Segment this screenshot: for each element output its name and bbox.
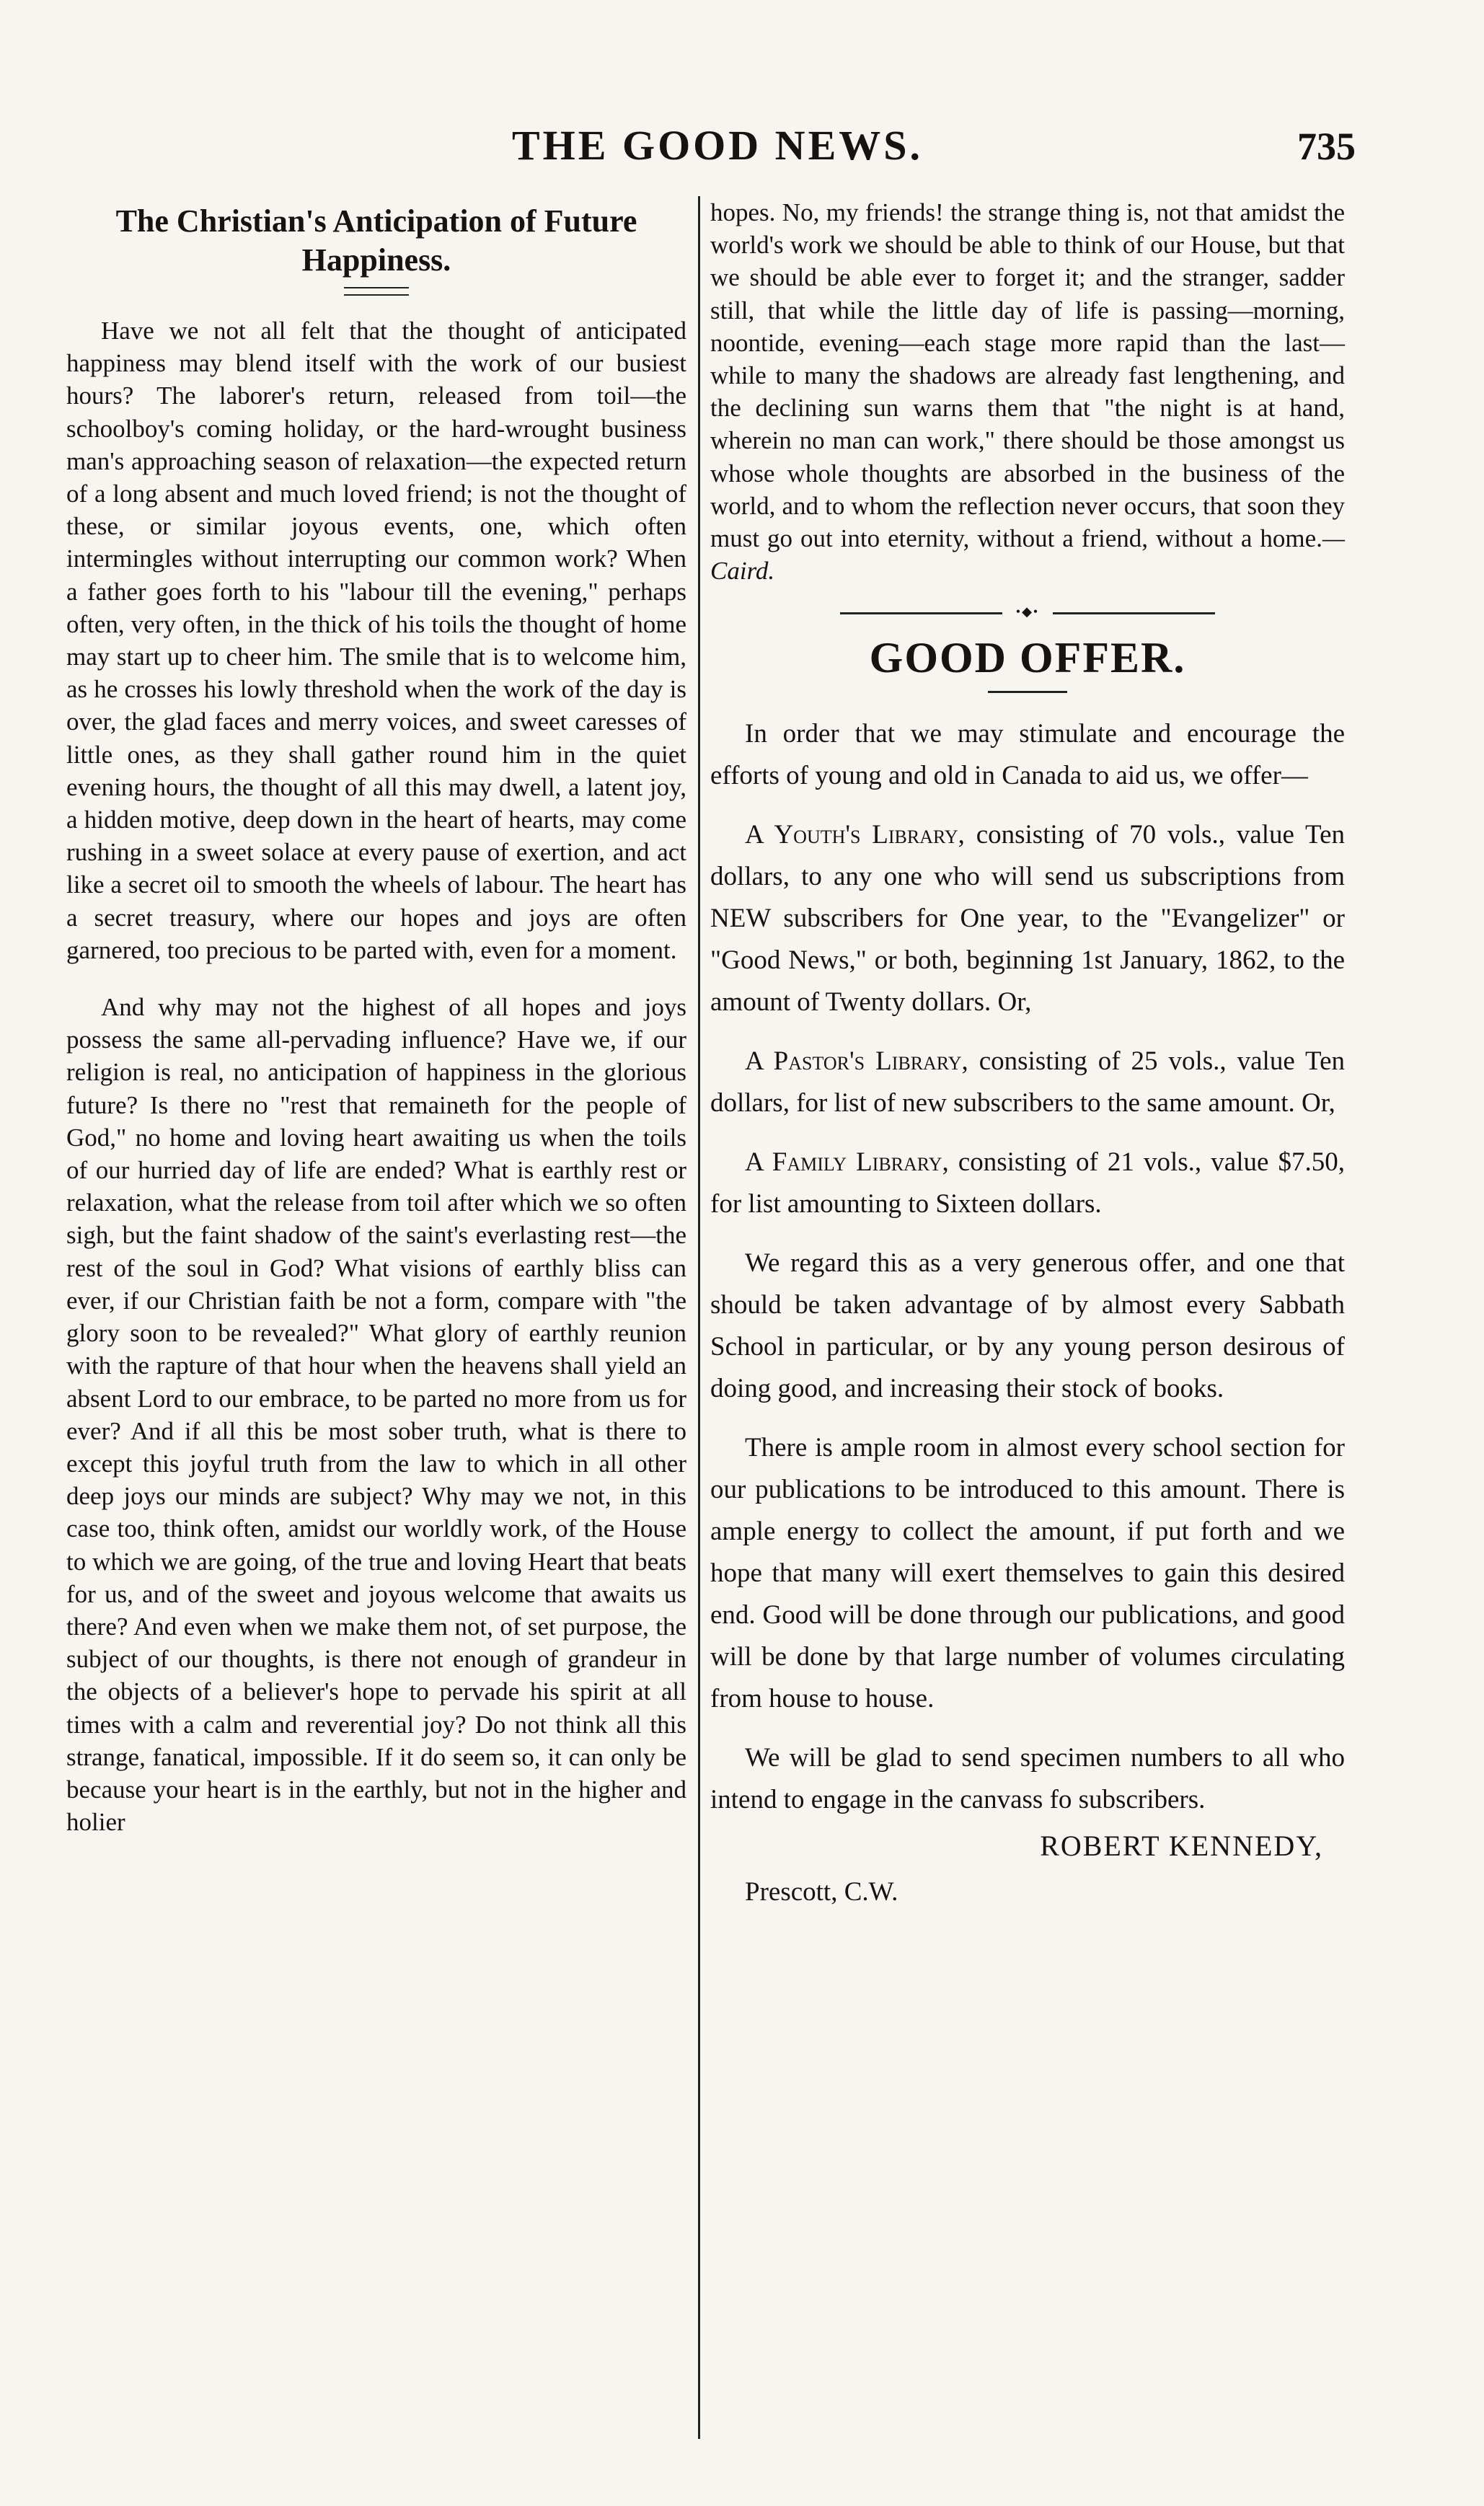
page-number: 735 [1297, 125, 1356, 168]
library-name: Family Library, [772, 1147, 949, 1178]
library-name: Youth's Library, [774, 820, 965, 850]
item-text: consisting of 25 vols., value Ten dollars, for list of new subscribers to the same amount. Or, [710, 1046, 1345, 1119]
page-header [79, 121, 1356, 179]
item-text: consisting of 21 vols., value $7.50, for list amounting to Sixteen dollars. [710, 1147, 1345, 1219]
continuation-text: hopes. No, my friends! the strange thing is, not that amidst the world's work we should be able to think of our House, but that we should be able ever to forget it; and the stranger, sadder still, that while the little day of life is passing—morning, noontide, evening—each stage more rapid than the last—while to many the shadows are already fast lengthening, and the declining sun warns them that "the night is at hand, wherein no man can work," there should be those amongst us whose whole thoughts are absorbed in the business of the world, and to whom the reflection never occurs, that soon they must go out into eternity, without a friend, without a home. [710, 198, 1345, 553]
left-column [66, 196, 686, 1838]
signature: ROBERT KENNEDY, [1040, 1830, 1323, 1863]
article-continuation [710, 196, 1345, 587]
offer-rule [988, 691, 1067, 693]
item-prefix: A [745, 1147, 772, 1178]
item-text: consisting of 70 vols., value Ten dollars, to any one who will send us subscriptions from NEW subscribers for One year, to the "Evangelizer" or "Good News," or both, beginning 1st January, 1862, to the amount of Twenty dollars. Or, [710, 820, 1345, 1018]
section-separator [840, 603, 1215, 625]
article-title: The Christian's Anticipation of Future Happiness. [115, 203, 637, 278]
article-paragraph: And why may not the highest of all hopes and joys possess the same all-pervading influence? Have we, if our religion is real, no anticipation of happiness in the glorious future? Is there no "rest that remaineth for the people of God," no home and loving heart awaiting us when the toils of our hurried day of life are ended? What is earthly rest or relaxation, what the release from toil after which we so often sigh, but the faint shadow of the saint's everlasting rest—the rest of the soul in God? What visions of earthly bliss can ever, if our Christian faith be not a form, compare with "the glory soon to be revealed?" What glory of earthly reunion with the rapture of that hour when the heavens shall yield an absent Lord to our embrace, to be parted no more from us for ever? And if all this be most sober truth, what is there to except this joyful truth from the law to which in all other deep joys our minds are subject? Why may we not, in this case too, think often, amidst our worldly work, of the House to which we are going, of the true and loving Heart that beats for us, and of the sweet and joyous welcome that awaits us there? And even when we make them not, of set purpose, the subject of our thoughts, is there not enough of grandeur in the objects of a believer's hope to pervade his spirit at all times with a calm and reverential joy? Do not think all this strange, fanatical, impossible. If it do seem so, it can only be because your heart is in the earthly, but not in the higher and holier [66, 993, 686, 1837]
offer-section [710, 713, 1345, 1913]
offer-intro: In order that we may stimulate and encourage the efforts of young and old in Canada to aid us, we offer— [710, 719, 1345, 791]
column-divider [698, 196, 700, 2439]
running-title: THE GOOD NEWS. [511, 122, 924, 169]
offer-paragraph: We regard this as a very generous offer, and one that should be taken advantage of by almost every Sabbath School in particular, or by any young person desirous of doing good, and increasing their stock of books. [710, 1248, 1345, 1404]
item-prefix: A [745, 820, 774, 850]
place-line: Prescott, C.W. [745, 1877, 898, 1907]
item-prefix: A [745, 1046, 774, 1077]
offer-paragraph: There is ample room in almost every school section for our publications to be introduced to this amount. There is ample energy to collect the amount, if put forth and we hope that many will exert themselves to gain this desired end. Good will be done through our publications, and good will be done by that large number of volumes circulating from house to house. [710, 1433, 1345, 1714]
continuation-paragraph [710, 196, 1345, 587]
separator-ornament: •◆• [1002, 604, 1053, 619]
right-column [710, 196, 1345, 1913]
offer-heading: GOOD OFFER. [869, 634, 1186, 682]
offer-paragraph: We will be glad to send specimen numbers to all who intend to engage in the canvass fo subscribers. [710, 1743, 1345, 1815]
title-rule [344, 287, 409, 296]
article-paragraph: Have we not all felt that the thought of anticipated happiness may blend itself with the work of our busiest hours? The laborer's return, released from toil—the schoolboy's coming holiday, or the hard-wrought business man's approaching season of relaxation—the expected return of a long absent and much loved friend; is not the thought of these, or similar joyous events, one, which often intermingles without interrupting our common work? When a father goes forth to his "labour till the evening," perhaps often, very often, in the thick of his toils the thought of home may start up to cheer him. The smile that is to welcome him, as he crosses his lowly threshold when the work of the day is over, the glad faces and merry voices, and sweet caresses of little ones, as they shall gather round him in the quiet evening hours, the thought of all this may dwell, a latent joy, a hidden motive, deep down in the heart of hearts, may come rushing in a sweet solace at every pause of exertion, and act like a secret oil to smooth the wheels of labour. The heart has a secret treasury, where our hopes and joys are often garnered, too precious to be parted with, even for a moment. [66, 317, 686, 964]
offer-item-family [710, 1142, 1345, 1225]
offer-item-pastor [710, 1041, 1345, 1124]
attribution: —Caird. [710, 524, 1345, 586]
library-name: Pastor's Library, [773, 1046, 968, 1077]
offer-item-youth [710, 814, 1345, 1023]
